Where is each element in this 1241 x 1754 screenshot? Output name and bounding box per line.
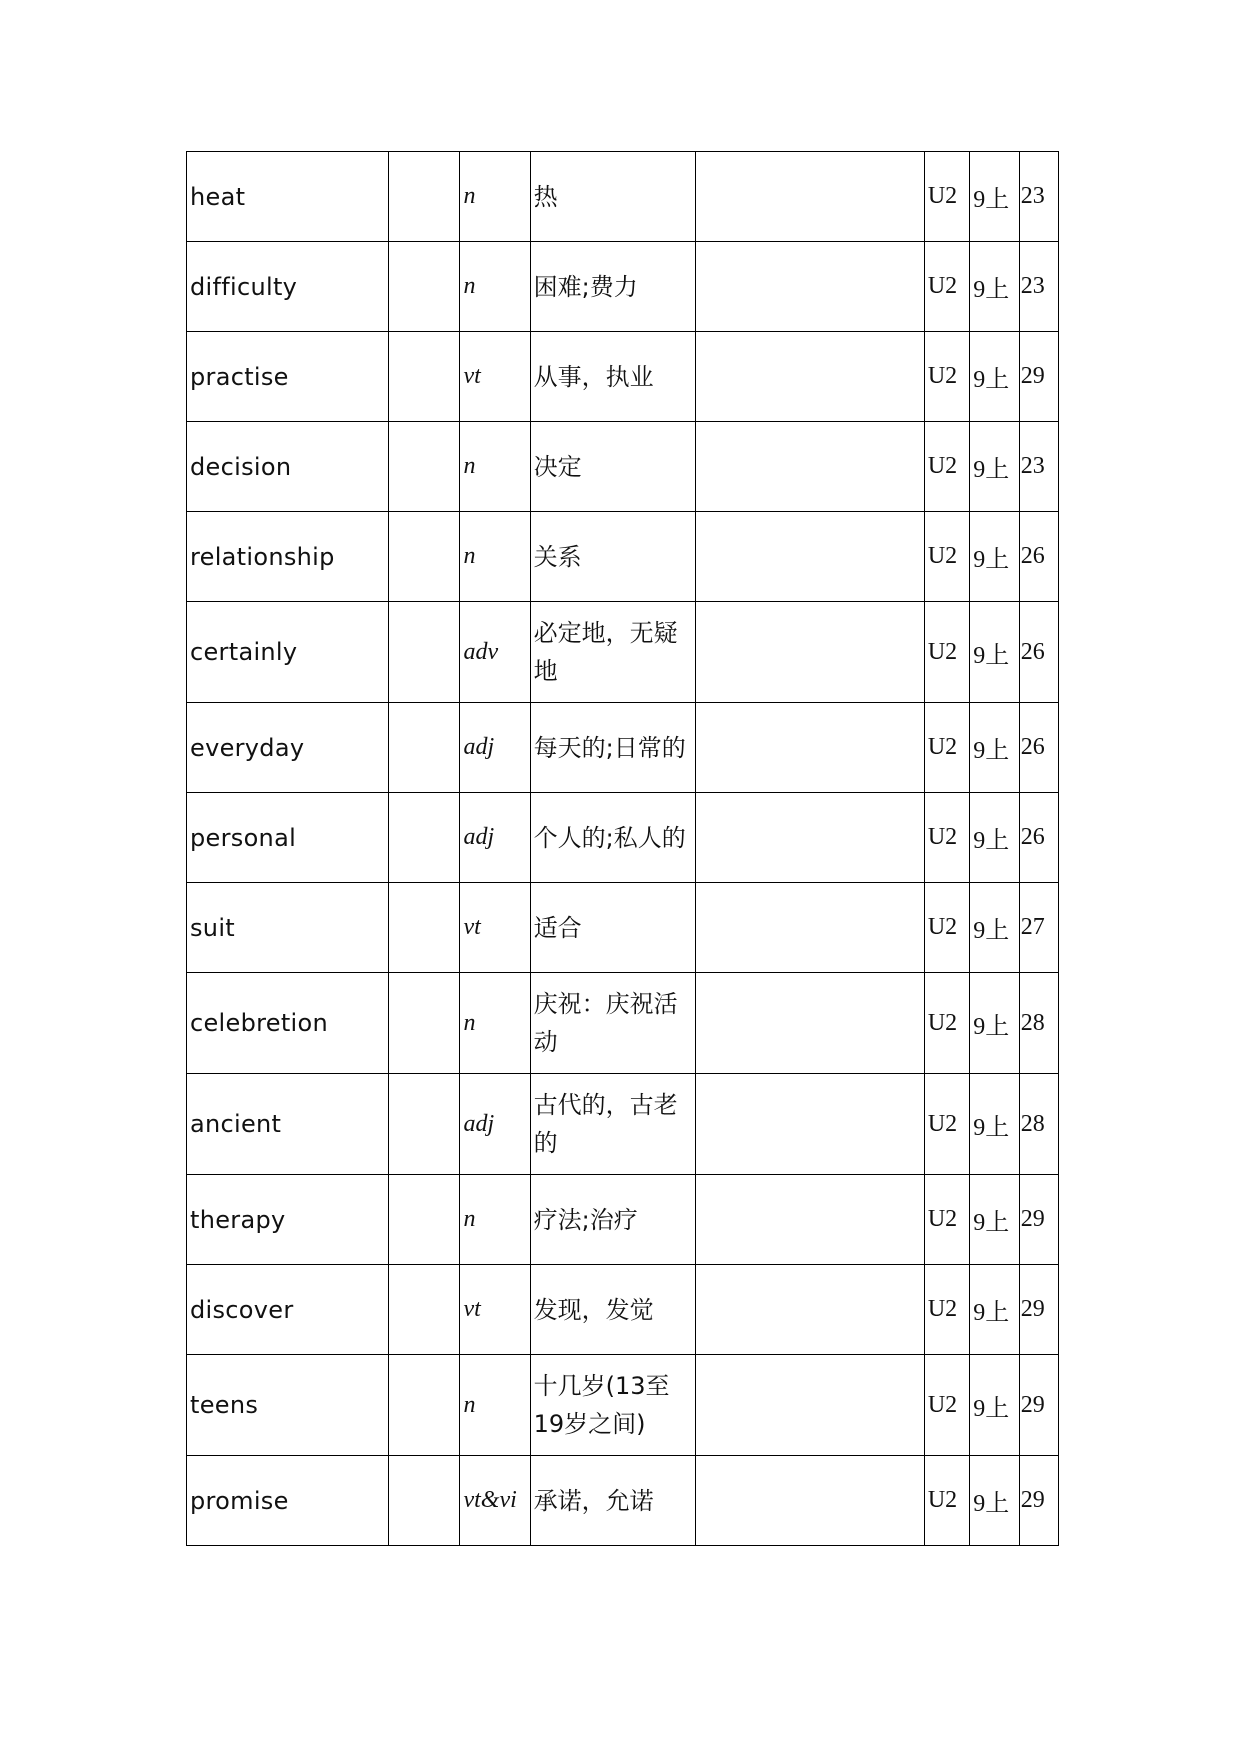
- book-cell: 9上: [970, 1074, 1020, 1175]
- table-row: [187, 703, 1059, 793]
- page-number-cell: 29: [1019, 1265, 1058, 1355]
- part-of-speech-cell: adj: [460, 703, 530, 793]
- part-of-speech-cell: vt: [460, 883, 530, 973]
- blank-cell: [389, 703, 460, 793]
- book-cell: 9上: [970, 1175, 1020, 1265]
- blank-cell: [389, 422, 460, 512]
- unit-cell: U2: [924, 1175, 969, 1265]
- meaning-cell: 承诺，允诺: [530, 1456, 695, 1546]
- page-number-cell: 26: [1019, 793, 1058, 883]
- blank-cell: [389, 1074, 460, 1175]
- book-cell: 9上: [970, 332, 1020, 422]
- meaning-cell: 从事，执业: [530, 332, 695, 422]
- note-cell: [695, 1265, 924, 1355]
- note-cell: [695, 1456, 924, 1546]
- part-of-speech-cell: adv: [460, 602, 530, 703]
- part-of-speech-cell: vt: [460, 332, 530, 422]
- book-cell: 9上: [970, 973, 1020, 1074]
- page-number-cell: 23: [1019, 242, 1058, 332]
- table-row: [187, 152, 1059, 242]
- note-cell: [695, 1074, 924, 1175]
- page-number-cell: 29: [1019, 1355, 1058, 1456]
- part-of-speech-cell: vt&vi: [460, 1456, 530, 1546]
- part-of-speech-cell: n: [460, 1175, 530, 1265]
- blank-cell: [389, 332, 460, 422]
- unit-cell: U2: [924, 602, 969, 703]
- word-cell: difficulty: [187, 242, 389, 332]
- page-number-cell: 28: [1019, 1074, 1058, 1175]
- note-cell: [695, 793, 924, 883]
- book-cell: 9上: [970, 703, 1020, 793]
- unit-cell: U2: [924, 1074, 969, 1175]
- page-number-cell: 26: [1019, 703, 1058, 793]
- page-number-cell: 29: [1019, 1456, 1058, 1546]
- meaning-cell: 古代的，古老的: [530, 1074, 695, 1175]
- page-number-cell: 23: [1019, 152, 1058, 242]
- book-cell: 9上: [970, 422, 1020, 512]
- table-row: [187, 1355, 1059, 1456]
- meaning-cell: 每天的;日常的: [530, 703, 695, 793]
- vocabulary-table-body: [187, 152, 1059, 1546]
- unit-cell: U2: [924, 512, 969, 602]
- meaning-cell: 困难;费力: [530, 242, 695, 332]
- book-cell: 9上: [970, 512, 1020, 602]
- meaning-cell: 关系: [530, 512, 695, 602]
- word-cell: celebretion: [187, 973, 389, 1074]
- book-cell: 9上: [970, 1265, 1020, 1355]
- word-cell: ancient: [187, 1074, 389, 1175]
- part-of-speech-cell: n: [460, 242, 530, 332]
- meaning-cell: 适合: [530, 883, 695, 973]
- note-cell: [695, 1355, 924, 1456]
- page-number-cell: 28: [1019, 973, 1058, 1074]
- word-cell: discover: [187, 1265, 389, 1355]
- table-row: [187, 512, 1059, 602]
- word-cell: heat: [187, 152, 389, 242]
- unit-cell: U2: [924, 422, 969, 512]
- part-of-speech-cell: n: [460, 973, 530, 1074]
- unit-cell: U2: [924, 1355, 969, 1456]
- note-cell: [695, 512, 924, 602]
- part-of-speech-cell: n: [460, 512, 530, 602]
- blank-cell: [389, 973, 460, 1074]
- unit-cell: U2: [924, 793, 969, 883]
- unit-cell: U2: [924, 883, 969, 973]
- table-row: [187, 1265, 1059, 1355]
- meaning-cell: 必定地，无疑地: [530, 602, 695, 703]
- table-row: [187, 1175, 1059, 1265]
- table-row: [187, 602, 1059, 703]
- blank-cell: [389, 152, 460, 242]
- table-row: [187, 242, 1059, 332]
- meaning-cell: 个人的;私人的: [530, 793, 695, 883]
- note-cell: [695, 883, 924, 973]
- table-row: [187, 1456, 1059, 1546]
- blank-cell: [389, 1175, 460, 1265]
- word-cell: everyday: [187, 703, 389, 793]
- unit-cell: U2: [924, 1265, 969, 1355]
- page-number-cell: 26: [1019, 512, 1058, 602]
- page-number-cell: 27: [1019, 883, 1058, 973]
- word-cell: certainly: [187, 602, 389, 703]
- unit-cell: U2: [924, 973, 969, 1074]
- note-cell: [695, 602, 924, 703]
- book-cell: 9上: [970, 1355, 1020, 1456]
- part-of-speech-cell: adj: [460, 793, 530, 883]
- blank-cell: [389, 512, 460, 602]
- meaning-cell: 庆祝：庆祝活动: [530, 973, 695, 1074]
- word-cell: relationship: [187, 512, 389, 602]
- page-number-cell: 26: [1019, 602, 1058, 703]
- note-cell: [695, 242, 924, 332]
- blank-cell: [389, 1355, 460, 1456]
- book-cell: 9上: [970, 1456, 1020, 1546]
- page-number-cell: 23: [1019, 422, 1058, 512]
- unit-cell: U2: [924, 242, 969, 332]
- part-of-speech-cell: n: [460, 1355, 530, 1456]
- book-cell: 9上: [970, 602, 1020, 703]
- part-of-speech-cell: vt: [460, 1265, 530, 1355]
- table-row: [187, 793, 1059, 883]
- word-cell: therapy: [187, 1175, 389, 1265]
- vocabulary-table: [186, 151, 1059, 1546]
- meaning-cell: 发现，发觉: [530, 1265, 695, 1355]
- table-row: [187, 973, 1059, 1074]
- meaning-cell: 决定: [530, 422, 695, 512]
- book-cell: 9上: [970, 242, 1020, 332]
- note-cell: [695, 422, 924, 512]
- word-cell: teens: [187, 1355, 389, 1456]
- unit-cell: U2: [924, 152, 969, 242]
- word-cell: decision: [187, 422, 389, 512]
- word-cell: suit: [187, 883, 389, 973]
- meaning-cell: 疗法;治疗: [530, 1175, 695, 1265]
- blank-cell: [389, 602, 460, 703]
- part-of-speech-cell: adj: [460, 1074, 530, 1175]
- blank-cell: [389, 883, 460, 973]
- blank-cell: [389, 1456, 460, 1546]
- unit-cell: U2: [924, 703, 969, 793]
- table-row: [187, 422, 1059, 512]
- meaning-cell: 十几岁(13至19岁之间): [530, 1355, 695, 1456]
- page-number-cell: 29: [1019, 1175, 1058, 1265]
- book-cell: 9上: [970, 883, 1020, 973]
- blank-cell: [389, 793, 460, 883]
- blank-cell: [389, 242, 460, 332]
- table-row: [187, 332, 1059, 422]
- word-cell: personal: [187, 793, 389, 883]
- book-cell: 9上: [970, 793, 1020, 883]
- page-number-cell: 29: [1019, 332, 1058, 422]
- meaning-cell: 热: [530, 152, 695, 242]
- part-of-speech-cell: n: [460, 422, 530, 512]
- word-cell: practise: [187, 332, 389, 422]
- blank-cell: [389, 1265, 460, 1355]
- part-of-speech-cell: n: [460, 152, 530, 242]
- table-row: [187, 1074, 1059, 1175]
- note-cell: [695, 973, 924, 1074]
- unit-cell: U2: [924, 332, 969, 422]
- book-cell: 9上: [970, 152, 1020, 242]
- unit-cell: U2: [924, 1456, 969, 1546]
- note-cell: [695, 152, 924, 242]
- note-cell: [695, 332, 924, 422]
- table-row: [187, 883, 1059, 973]
- note-cell: [695, 1175, 924, 1265]
- word-cell: promise: [187, 1456, 389, 1546]
- note-cell: [695, 703, 924, 793]
